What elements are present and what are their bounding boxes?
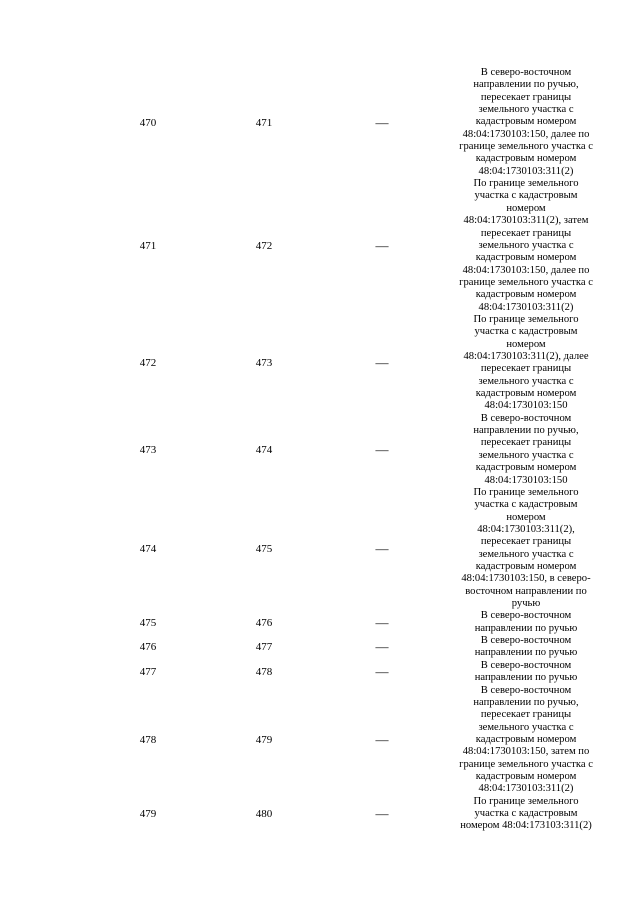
description-line: 48:04:1730103:150, затем по (462, 746, 590, 758)
description-line: направлении по ручью (474, 672, 578, 684)
point-from: 475 (139, 616, 157, 629)
description-cell (455, 610, 597, 635)
point-to: 475 (255, 542, 273, 555)
description-line: земельного участка с (478, 721, 574, 733)
description-line: пересекает границы (480, 709, 572, 721)
description-line: номером 48:04:173103:311(2) (460, 820, 592, 832)
description-line: направлении по ручью (474, 622, 578, 634)
description-line: кадастровым номером (475, 560, 577, 572)
description-cell (455, 685, 597, 796)
point-from: 478 (139, 734, 157, 747)
description-line: пересекает границы (480, 91, 572, 103)
description-line: По границе земельного (473, 795, 579, 807)
description-line: направлении по ручью (474, 647, 578, 659)
point-from: 476 (139, 641, 157, 654)
dash-cell: — (375, 355, 389, 371)
description-line: пересекает границы (480, 363, 572, 375)
description-line: земельного участка с (478, 548, 574, 560)
description-cell (455, 67, 597, 178)
description-line: 48:04:1730103:150, далее по (462, 264, 590, 276)
point-to: 478 (255, 666, 273, 679)
description-cell (455, 796, 597, 833)
description-line: направлении по ручью, (473, 79, 579, 91)
point-to: 480 (255, 808, 273, 821)
description-line: земельного участка с (478, 104, 574, 116)
description-cell (455, 635, 597, 660)
description-line: 48:04:1730103:150 (484, 400, 568, 412)
description-line: номером (506, 338, 546, 350)
description-line: 48:04:1730103:311(2) (478, 165, 574, 177)
dash-cell: — (375, 806, 389, 822)
table-row (0, 610, 640, 635)
description-line: кадастровым номером (475, 252, 577, 264)
point-to: 477 (255, 641, 273, 654)
point-from: 471 (139, 240, 157, 253)
description-line: По границе земельного (473, 178, 579, 190)
description-line: 48:04:1730103:311(2), затем (463, 215, 589, 227)
description-line: кадастровым номером (475, 289, 577, 301)
description-line: направлении по ручью, (473, 696, 579, 708)
description-line: границе земельного участка с (459, 276, 593, 288)
table-row (0, 314, 640, 413)
description-line: участка с кадастровым (474, 190, 578, 202)
description-line: земельного участка с (478, 239, 574, 251)
description-cell (455, 178, 597, 314)
point-to: 471 (255, 116, 273, 129)
table-row (0, 67, 640, 178)
description-line: кадастровым номером (475, 733, 577, 745)
point-to: 473 (255, 357, 273, 370)
description-line: направлении по ручью, (473, 425, 579, 437)
description-line: кадастровым номером (475, 770, 577, 782)
table-row (0, 413, 640, 487)
description-line: В северо-восточном (480, 67, 572, 78)
table-row (0, 796, 640, 833)
description-line: восточном направлении по (465, 585, 587, 597)
description-line: пересекает границы (480, 437, 572, 449)
table-row (0, 685, 640, 796)
description-line: 48:04:1730103:311(2), далее (463, 351, 589, 363)
description-line: номером (506, 202, 546, 214)
description-line: пересекает границы (480, 227, 572, 239)
description-line: По границе земельного (473, 486, 579, 498)
dash-cell: — (375, 114, 389, 130)
dash-cell: — (375, 639, 389, 655)
description-line: участка с кадастровым (474, 326, 578, 338)
description-line: кадастровым номером (475, 388, 577, 400)
description-line: участка с кадастровым (474, 807, 578, 819)
description-line: номером (506, 511, 546, 523)
description-line: земельного участка с (478, 375, 574, 387)
dash-cell: — (375, 664, 389, 680)
description-line: земельного участка с (478, 449, 574, 461)
point-from: 473 (139, 443, 157, 456)
point-to: 474 (255, 443, 273, 456)
table-row (0, 178, 640, 314)
point-from: 477 (139, 666, 157, 679)
dash-cell: — (375, 614, 389, 630)
table-row (0, 635, 640, 660)
point-from: 479 (139, 808, 157, 821)
description-line: кадастровым номером (475, 462, 577, 474)
description-line: 48:04:1730103:311(2) (478, 783, 574, 795)
description-line: 48:04:1730103:150, в северо- (461, 573, 591, 585)
description-line: В северо-восточном (480, 610, 572, 622)
table-row (0, 487, 640, 611)
description-line: кадастровым номером (475, 153, 577, 165)
description-line: участка с кадастровым (474, 499, 578, 511)
description-line: По границе земельного (473, 314, 579, 325)
description-line: 48:04:1730103:150 (484, 474, 568, 486)
description-line: В северо-восточном (480, 659, 572, 671)
description-line: ручью (511, 597, 541, 609)
description-line: границе земельного участка с (459, 141, 593, 153)
point-to: 476 (255, 616, 273, 629)
description-line: В северо-восточном (480, 684, 572, 696)
dash-cell: — (375, 732, 389, 748)
table-row (0, 660, 640, 685)
point-from: 474 (139, 542, 157, 555)
description-cell (455, 660, 597, 685)
description-line: В северо-восточном (480, 635, 572, 647)
description-cell (455, 413, 597, 487)
description-line: пересекает границы (480, 536, 572, 548)
point-to: 472 (255, 240, 273, 253)
description-line: 48:04:1730103:150, далее по (462, 128, 590, 140)
description-cell (455, 314, 597, 413)
description-line: границе земельного участка с (459, 758, 593, 770)
point-from: 472 (139, 357, 157, 370)
description-line: 48:04:1730103:311(2), (477, 523, 575, 535)
dash-cell: — (375, 441, 389, 457)
dash-cell: — (375, 238, 389, 254)
point-to: 479 (255, 734, 273, 747)
dash-cell: — (375, 540, 389, 556)
description-cell (455, 487, 597, 610)
description-line: 48:04:1730103:311(2) (478, 301, 574, 313)
point-from: 470 (139, 116, 157, 129)
description-line: В северо-восточном (480, 412, 572, 424)
description-line: кадастровым номером (475, 116, 577, 128)
